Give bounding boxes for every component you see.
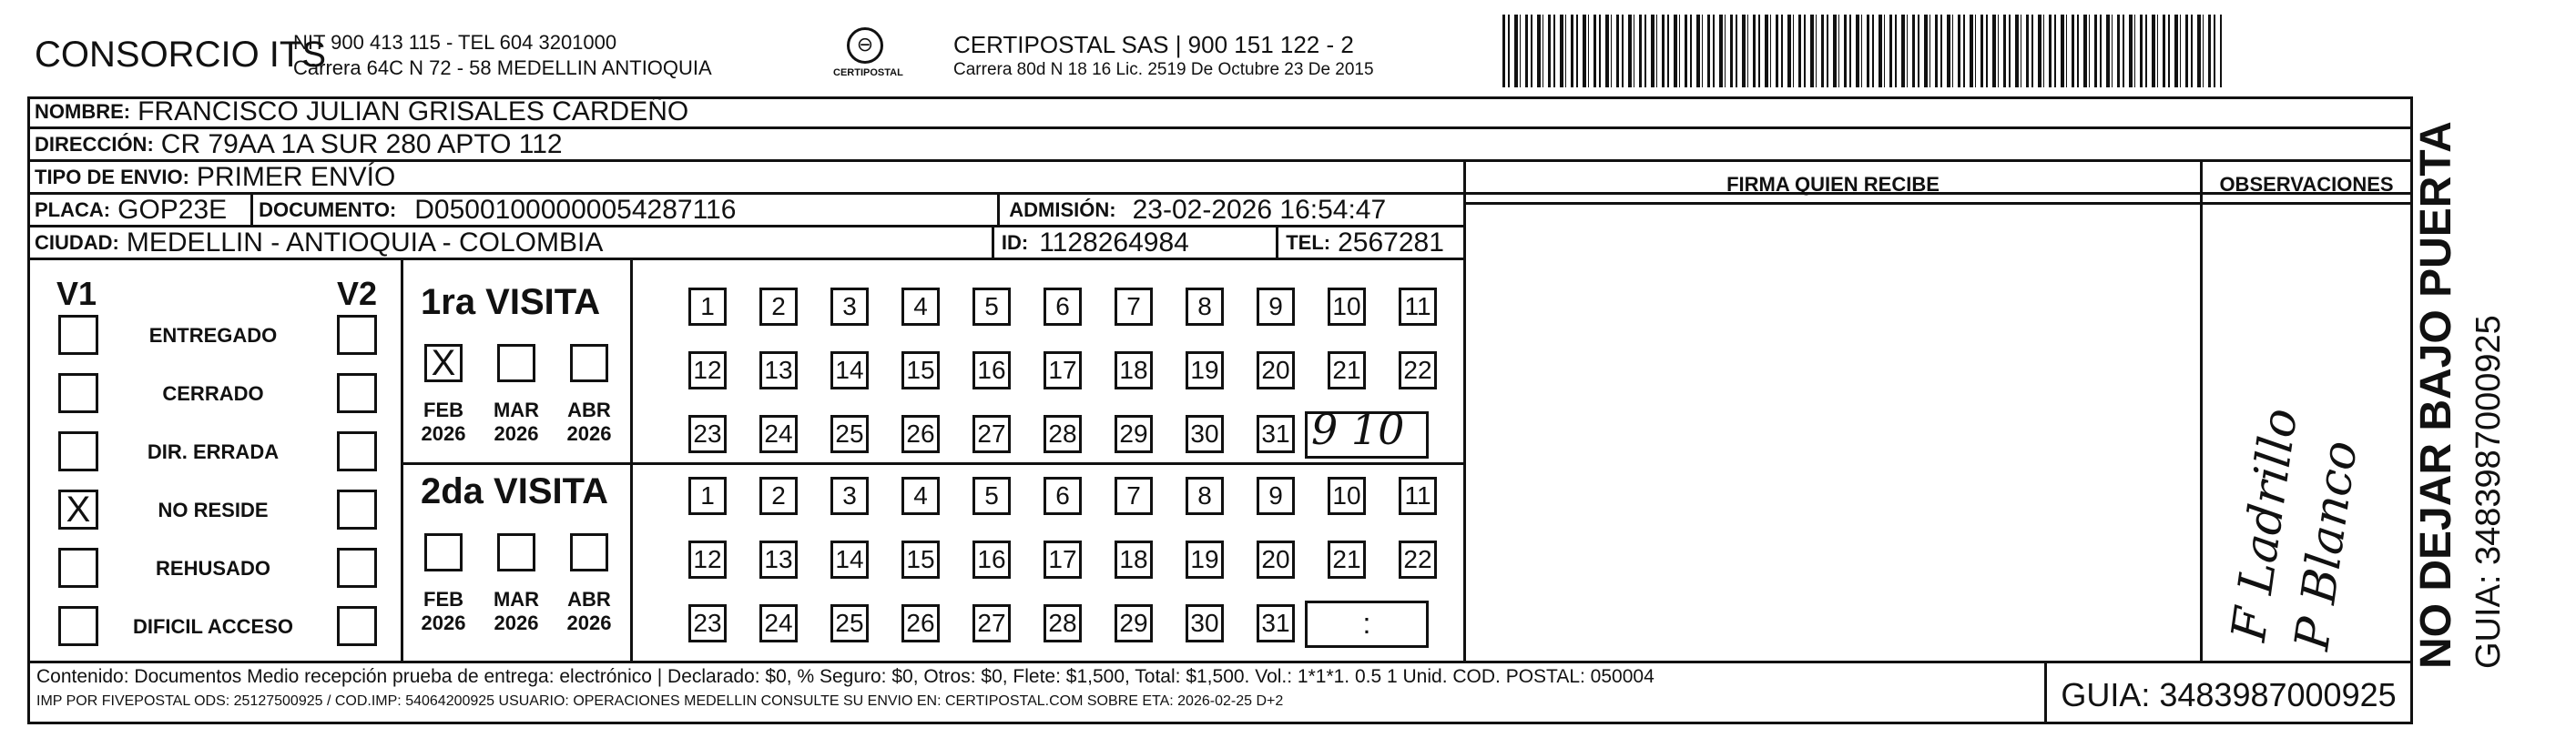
- day-box[interactable]: 9: [1257, 288, 1295, 326]
- day-box[interactable]: 12: [688, 351, 727, 389]
- day-box[interactable]: 18: [1115, 541, 1153, 579]
- v2-checkbox[interactable]: [337, 606, 377, 646]
- v1-checkbox[interactable]: [58, 548, 98, 588]
- month-label: [484, 399, 548, 446]
- first-visit-time-value: 9 10: [1311, 405, 1405, 454]
- month-divider: [630, 260, 633, 661]
- direccion-value: CR 79AA 1A SUR 280 APTO 112: [160, 129, 563, 159]
- day-box[interactable]: 16: [972, 541, 1011, 579]
- day-box[interactable]: 21: [1328, 351, 1366, 389]
- day-box[interactable]: 14: [830, 541, 869, 579]
- direccion-label: DIRECCIÓN:: [35, 132, 154, 156]
- logo-icon: ⊖: [847, 27, 883, 64]
- company-name: CONSORCIO ITS: [35, 35, 327, 75]
- obs-divider: [2200, 162, 2203, 661]
- ciudad-label: CIUDAD:: [35, 230, 119, 254]
- month-year: 2026: [494, 422, 539, 445]
- row-placa: [27, 195, 1466, 227]
- day-box[interactable]: 9: [1257, 477, 1295, 515]
- v1-checkbox[interactable]: [58, 606, 98, 646]
- day-box[interactable]: 20: [1257, 351, 1295, 389]
- month-checkbox[interactable]: [497, 344, 535, 382]
- v1-header: V1: [56, 275, 97, 312]
- day-box[interactable]: 22: [1399, 541, 1437, 579]
- day-box[interactable]: 29: [1115, 604, 1153, 642]
- day-box[interactable]: 28: [1044, 604, 1082, 642]
- v2-checkbox[interactable]: [337, 373, 377, 413]
- month-name: FEB: [423, 399, 463, 421]
- second-visit-time-value: :: [1362, 607, 1371, 640]
- day-box[interactable]: 24: [759, 415, 798, 453]
- day-box[interactable]: 23: [688, 415, 727, 453]
- month-year: 2026: [494, 612, 539, 634]
- nombre-value: FRANCISCO JULIAN GRISALES CARDEÑO: [137, 96, 689, 126]
- firma-header-line: [1463, 202, 2413, 205]
- day-box[interactable]: 7: [1115, 477, 1153, 515]
- month-checkbox[interactable]: [424, 533, 463, 571]
- side-guia: GUIA: 3483987000925: [2469, 315, 2508, 669]
- footer-imp: IMP POR FIVEPOSTAL ODS: 25127500925 / COD.IMP: 54064200925 USUARIO: OPERACIONES MEDELLIN CONSULTE SU ENVIO EN: CERTIPOSTAL.COM SOBRE ETA: 2026-02-25 D+2: [36, 693, 1284, 709]
- day-box[interactable]: 6: [1044, 477, 1082, 515]
- row-direccion: [27, 129, 2413, 162]
- month-checkbox[interactable]: [570, 533, 608, 571]
- v1-checkbox[interactable]: [58, 315, 98, 355]
- day-box[interactable]: 15: [901, 351, 940, 389]
- v2-checkbox[interactable]: [337, 548, 377, 588]
- footer-guia-divider: [2044, 661, 2047, 724]
- v2-checkbox[interactable]: [337, 431, 377, 471]
- day-box[interactable]: 5: [972, 477, 1011, 515]
- day-box[interactable]: 17: [1044, 351, 1082, 389]
- day-box[interactable]: 6: [1044, 288, 1082, 326]
- day-box[interactable]: 2: [759, 477, 798, 515]
- status-label: NO RESIDE: [158, 499, 269, 521]
- day-box[interactable]: 21: [1328, 541, 1366, 579]
- carrier-name: CERTIPOSTAL SAS | 900 151 122 - 2: [953, 31, 1354, 58]
- v1-checkbox[interactable]: [58, 431, 98, 471]
- month-name: ABR: [567, 588, 611, 611]
- v2-header: V2: [337, 275, 378, 312]
- day-box[interactable]: 26: [901, 415, 940, 453]
- day-box[interactable]: 10: [1328, 288, 1366, 326]
- status-divider: [401, 260, 403, 661]
- obs-header: OBSERVACIONES: [2219, 173, 2394, 196]
- day-box[interactable]: 20: [1257, 541, 1295, 579]
- day-box[interactable]: 10: [1328, 477, 1366, 515]
- day-box[interactable]: 30: [1186, 604, 1224, 642]
- side-warning: NO DEJAR BAJO PUERTA: [2412, 121, 2460, 669]
- day-box[interactable]: 3: [830, 288, 869, 326]
- day-box[interactable]: 27: [972, 415, 1011, 453]
- tel-label: TEL:: [1286, 230, 1331, 254]
- day-box[interactable]: 13: [759, 351, 798, 389]
- carrier-address: Carrera 80d N 18 16 Lic. 2519 De Octubre 23 De 2015: [953, 60, 1374, 79]
- month-year: 2026: [421, 422, 466, 445]
- month-checkbox[interactable]: [570, 344, 608, 382]
- day-box[interactable]: 17: [1044, 541, 1082, 579]
- company-address: Carrera 64C N 72 - 58 MEDELLIN ANTIOQUIA: [293, 56, 712, 79]
- day-box[interactable]: 26: [901, 604, 940, 642]
- status-label: DIR. ERRADA: [147, 440, 280, 463]
- month-label: [412, 399, 475, 446]
- day-box[interactable]: 25: [830, 415, 869, 453]
- month-checkbox[interactable]: [497, 533, 535, 571]
- day-box[interactable]: 12: [688, 541, 727, 579]
- day-box[interactable]: 24: [759, 604, 798, 642]
- firma-header: FIRMA QUIEN RECIBE: [1726, 173, 1940, 196]
- footer-contenido: Contenido: Documentos Medio recepción prueba de entrega: electrónico | Declarado: $0, % Seguro: $0, Otros: $0, Flete: $1,500, Total: $1,500. Vol.: 1*1*1. 0.5 1 Unid. COD. POSTAL: 050004: [36, 666, 1655, 687]
- v2-checkbox[interactable]: [337, 315, 377, 355]
- month-label: [412, 588, 475, 635]
- month-year: 2026: [421, 612, 466, 634]
- status-label: ENTREGADO: [148, 324, 278, 347]
- day-box[interactable]: 1: [688, 477, 727, 515]
- month-label: [557, 588, 621, 635]
- month-name: FEB: [423, 588, 463, 611]
- day-box[interactable]: 29: [1115, 415, 1153, 453]
- row-ciudad: [27, 227, 1466, 260]
- obs-line-2: P Blanco: [2285, 437, 2368, 654]
- day-box[interactable]: 31: [1257, 415, 1295, 453]
- day-box[interactable]: 8: [1186, 477, 1224, 515]
- day-box[interactable]: 27: [972, 604, 1011, 642]
- id-label: ID:: [1001, 230, 1029, 254]
- day-box[interactable]: 8: [1186, 288, 1224, 326]
- day-box[interactable]: 16: [972, 351, 1011, 389]
- month-label: [484, 588, 548, 635]
- day-box[interactable]: 19: [1186, 541, 1224, 579]
- month-label: [557, 399, 621, 446]
- day-box[interactable]: 19: [1186, 351, 1224, 389]
- tipo-value: PRIMER ENVÍO: [196, 162, 396, 192]
- id-value: 1128264984: [1039, 227, 1189, 258]
- logo-text: CERTIPOSTAL: [833, 67, 903, 78]
- first-visit-time: [1305, 405, 1429, 459]
- placa-value: GOP23E: [117, 195, 228, 225]
- day-box[interactable]: 30: [1186, 415, 1224, 453]
- month-checkbox[interactable]: X: [424, 344, 463, 382]
- day-box[interactable]: 25: [830, 604, 869, 642]
- day-box[interactable]: 4: [901, 477, 940, 515]
- day-box[interactable]: 18: [1115, 351, 1153, 389]
- admision-label: ADMISIÓN:: [1009, 197, 1116, 221]
- month-name: MAR: [493, 588, 540, 611]
- day-box[interactable]: 11: [1399, 288, 1437, 326]
- documento-label: DOCUMENTO:: [259, 197, 397, 221]
- day-box[interactable]: 22: [1399, 351, 1437, 389]
- documento-value: D05001000000054287116: [414, 195, 737, 225]
- v1-checkbox[interactable]: [58, 373, 98, 413]
- tel-value: 2567281: [1338, 227, 1444, 258]
- firma-divider: [1463, 162, 1466, 661]
- admision-value: 23-02-2026 16:54:47: [1132, 195, 1387, 225]
- row-nombre: [27, 96, 2413, 129]
- status-label: CERRADO: [162, 382, 264, 405]
- day-box[interactable]: 31: [1257, 604, 1295, 642]
- v2-checkbox[interactable]: [337, 490, 377, 530]
- month-name: ABR: [567, 399, 611, 421]
- company-nit: NIT 900 413 115 - TEL 604 3201000: [293, 31, 617, 54]
- month-name: MAR: [493, 399, 540, 421]
- day-box[interactable]: 15: [901, 541, 940, 579]
- second-visit-title: 2da VISITA: [421, 471, 608, 511]
- barcode: [1502, 15, 2222, 87]
- certipostal-logo: [833, 27, 903, 91]
- status-label: REHUSADO: [156, 557, 270, 580]
- day-box[interactable]: 7: [1115, 288, 1153, 326]
- day-box[interactable]: 28: [1044, 415, 1082, 453]
- footer-top-line: [27, 661, 2413, 663]
- visit-split-line: [401, 462, 1463, 465]
- v1-checkbox[interactable]: X: [58, 490, 98, 530]
- tipo-label: TIPO DE ENVIO:: [35, 165, 189, 188]
- month-year: 2026: [566, 612, 612, 634]
- day-box[interactable]: 14: [830, 351, 869, 389]
- day-box[interactable]: 13: [759, 541, 798, 579]
- ciudad-value: MEDELLIN - ANTIOQUIA - COLOMBIA: [126, 227, 604, 258]
- day-box[interactable]: 2: [759, 288, 798, 326]
- first-visit-title: 1ra VISITA: [421, 282, 601, 322]
- footer-guia: GUIA: 3483987000925: [2061, 676, 2397, 713]
- day-box[interactable]: 4: [901, 288, 940, 326]
- day-box[interactable]: 11: [1399, 477, 1437, 515]
- status-label: DIFICIL ACCESO: [132, 615, 293, 638]
- month-year: 2026: [566, 422, 612, 445]
- placa-label: PLACA:: [35, 197, 111, 221]
- day-box[interactable]: 5: [972, 288, 1011, 326]
- day-box[interactable]: 1: [688, 288, 727, 326]
- obs-line-1: F Ladrillo: [2222, 405, 2309, 645]
- second-visit-time: [1305, 601, 1429, 648]
- day-box[interactable]: 23: [688, 604, 727, 642]
- nombre-label: NOMBRE:: [35, 99, 131, 123]
- day-box[interactable]: 3: [830, 477, 869, 515]
